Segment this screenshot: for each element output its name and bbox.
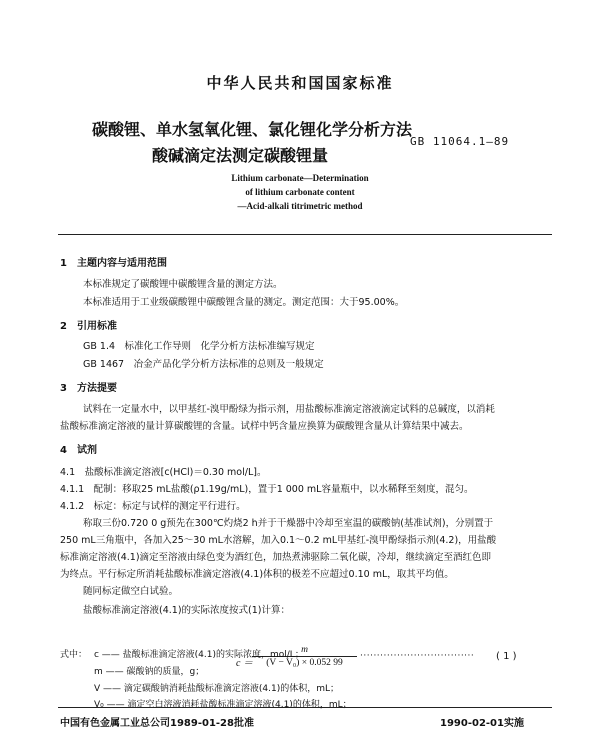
section-3-line-1: 试料在一定量水中，以甲基红-溴甲酚绿为指示剂，用盐酸标准滴定溶液滴定试料的总碱度，以消耗 [83, 404, 495, 415]
approval-line: 中国有色金属工业总公司1989-01-28批准 [60, 718, 254, 729]
english-title-line-3: —Acid-alkali titrimetric method [237, 201, 363, 211]
calibration-line-2: 250 mL三角瓶中，各加入25～30 mL水溶解，加入0.1～0.2 mL甲基红-溴甲酚绿指示剂(4.2)，用盐酸 [60, 535, 497, 546]
top-divider [58, 234, 552, 235]
section-1-heading: 1 主题内容与适用范围 [60, 258, 167, 269]
clause-4-1-2: 4.1.2 标定：标定与试样的测定平行进行。 [60, 501, 246, 512]
effective-date: 1990-02-01实施 [440, 718, 524, 729]
english-title-line-2: of lithium carbonate content [245, 187, 355, 197]
reference-gb-1-4: GB 1.4 标准化工作导则 化学分析方法标准编写规定 [83, 341, 315, 352]
legend-v0: V₀ —— 滴定空白溶液消耗盐酸标准滴定溶液(4.1)的体积，mL； [94, 700, 352, 710]
formula-numerator: m [301, 645, 308, 655]
title-line-2: 酸碱滴定法测定碳酸锂量 [152, 146, 329, 165]
section-3-line-2: 盐酸标准滴定溶液的量计算碳酸锂的含量。试样中钙含量应换算为碳酸锂含量从计算结果中减去。 [60, 421, 469, 432]
national-standard-heading: 中华人民共和国国家标准 [206, 74, 394, 92]
english-title-line-1: Lithium carbonate—Determination [231, 173, 369, 183]
gb-number: GB 11064.1—89 [410, 135, 510, 148]
reference-gb-1467: GB 1467 冶金产品化学分析方法标准的总则及一般规定 [83, 359, 324, 370]
section-1-paragraph-1: 本标准规定了碳酸锂中碳酸锂含量的测定方法。 [83, 279, 283, 290]
calibration-line-4: 为终点。平行标定所消耗盐酸标准滴定溶液(4.1)体积的极差不应超过0.10 mL，取其平均值。 [60, 569, 454, 580]
legend-intro: 式中： [60, 650, 88, 660]
formula-lhs: c ＝ [236, 658, 253, 669]
formula-number: ( 1 ) [496, 651, 517, 662]
legend-c: c —— 盐酸标准滴定溶液(4.1)的实际浓度，mol/L； [94, 650, 304, 660]
clause-4-1: 4.1 盐酸标准滴定溶液[c(HCl)＝0.30 mol/L]。 [60, 467, 267, 478]
bottom-divider [58, 707, 552, 708]
legend-m: m —— 碳酸钠的质量，g； [94, 667, 205, 677]
section-3-heading: 3 方法提要 [60, 383, 117, 394]
clause-4-1-1: 4.1.1 配制：移取25 mL盐酸(ρ1.19g/mL)，置于1 000 mL容量瓶中，以水稀释至刻度，混匀。 [60, 484, 474, 495]
section-4-heading: 4 试剂 [60, 445, 97, 456]
calculation-intro: 盐酸标准滴定溶液(4.1)的实际浓度按式(1)计算： [83, 605, 290, 616]
title-line-1: 碳酸锂、单水氢氧化锂、氯化锂化学分析方法 [92, 120, 413, 139]
calibration-line-1: 称取三份0.720 0 g预先在300℃灼烧2 h并于干燥器中冷却至室温的碳酸钠(基准试剂)，分别置于 [83, 518, 494, 529]
section-2-heading: 2 引用标准 [60, 321, 117, 332]
section-1-paragraph-2: 本标准适用于工业级碳酸锂中碳酸锂含量的测定。测定范围：大于95.00%。 [83, 297, 405, 308]
formula-denominator: (V − V₀) × 0.052 99 [266, 658, 343, 668]
blank-test-note: 随同标定做空白试验。 [83, 586, 179, 597]
legend-v: V —— 滴定碳酸钠消耗盐酸标准滴定溶液(4.1)的体积，mL； [94, 684, 339, 694]
formula-leader-dots: ·································· [360, 651, 475, 661]
calibration-line-3: 标准滴定溶液(4.1)滴定至溶液由绿色变为酒红色，加热煮沸驱除二氧化碳，冷却，继续滴定至酒红色即 [60, 552, 492, 563]
